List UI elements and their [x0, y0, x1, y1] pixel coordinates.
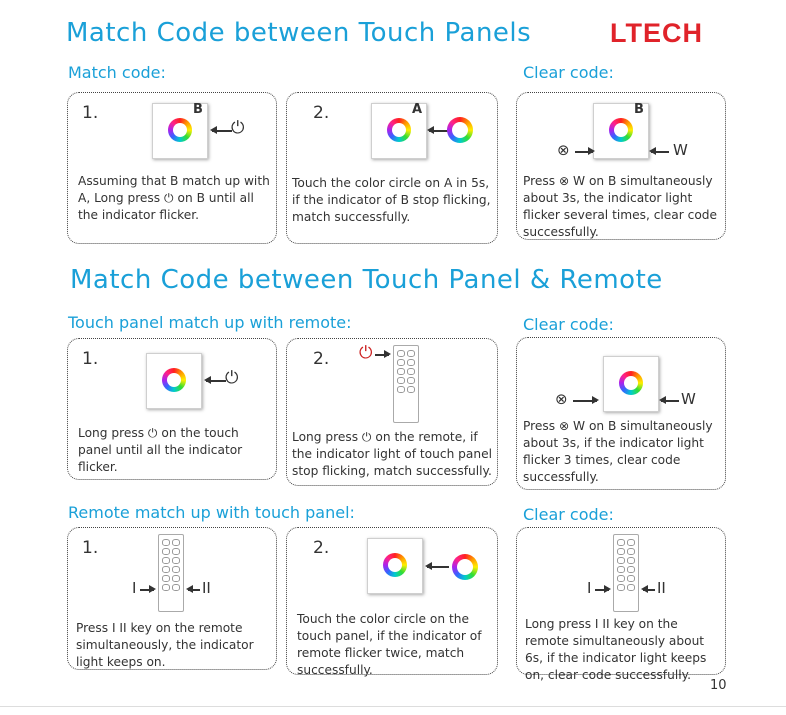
page-title-touch-panels: Match Code between Touch Panels [66, 18, 532, 48]
color-wheel-icon [447, 117, 473, 143]
arrow-left-icon [206, 380, 226, 382]
step-number: 1. [82, 538, 99, 558]
remote-step-2-box [286, 338, 498, 486]
step-number: 2. [313, 103, 330, 123]
arrow-right-icon [575, 151, 593, 153]
panel-step-2-box [286, 527, 498, 675]
arrow-right-icon [140, 589, 154, 591]
step-description: Press I II key on the remote simultaneously, the indicator light keeps on. [76, 621, 254, 669]
key-one-label: I [132, 579, 137, 597]
clear-description: Long press I II key on the remote simultaneously about 6s, if the indicator light keeps on, clear code successfully. [525, 617, 707, 682]
key-two-label: II [657, 579, 666, 597]
arrow-right-icon [375, 354, 389, 356]
arrow-left-icon [188, 589, 200, 591]
step-description: Touch the color circle on the touch panel, if the indicator of remote flicker twice, match successfully. [297, 612, 482, 677]
key-one-label: I [587, 579, 592, 597]
color-wheel-icon [619, 371, 643, 395]
clear-code-box-3 [516, 527, 726, 682]
arrow-left-icon [212, 130, 232, 132]
step-description: Touch the color circle on A in 5s, if the indicator of B stop flicking, match successfully. [292, 176, 491, 224]
arrow-left-icon [661, 400, 679, 402]
touch-panel-b-image [152, 103, 208, 159]
clear-code-heading-2: Clear code: [523, 315, 614, 334]
match-step-1-box [67, 92, 277, 244]
arrow-right-icon [573, 400, 597, 402]
step-number: 2. [313, 349, 330, 369]
step-number: 1. [82, 103, 99, 123]
key-two-label: II [202, 579, 211, 597]
color-wheel-icon [452, 554, 478, 580]
remote-image [613, 534, 639, 612]
touch-panel-image [367, 538, 423, 594]
remote-image [393, 345, 419, 423]
color-wheel-icon [383, 553, 407, 577]
remote-image [158, 534, 184, 612]
color-wheel-icon [162, 368, 186, 392]
step-number: 2. [313, 538, 330, 558]
step-description: Long press ⏻ on the remote, if the indicator light of touch panel stop flicking, match successfully. [292, 430, 492, 478]
fan-icon: ⊗ [555, 390, 568, 408]
arrow-left-icon [651, 151, 669, 153]
color-wheel-icon [609, 118, 633, 142]
match-code-heading: Match code: [68, 63, 166, 82]
arrow-left-icon [427, 566, 449, 568]
color-wheel-icon [168, 118, 192, 142]
step-description: Assuming that B match up with A, Long press ⏻ on B until all the indicator flicker. [78, 174, 270, 222]
touch-panel-image [146, 353, 202, 409]
footer-divider [0, 706, 786, 707]
ltech-logo: LTECH [610, 18, 703, 48]
panel-step-1-box [67, 527, 277, 670]
arrow-left-icon [643, 589, 655, 591]
touch-panel-match-remote-heading: Touch panel match up with remote: [68, 313, 352, 332]
page-number: 10 [710, 678, 727, 693]
touch-panel-a-image [371, 103, 427, 159]
color-wheel-icon [387, 118, 411, 142]
remote-step-1-box [67, 338, 277, 480]
panel-label: A [412, 102, 423, 117]
arrow-left-icon [429, 130, 449, 132]
panel-label: B [193, 102, 203, 117]
remote-match-panel-heading: Remote match up with touch panel: [68, 503, 355, 522]
page-title-panel-remote: Match Code between Touch Panel & Remote [70, 265, 663, 295]
clear-code-heading-3: Clear code: [523, 505, 614, 524]
step-description: Long press ⏻ on the touch panel until all the indicator flicker. [78, 426, 243, 474]
w-key-label: W [681, 390, 696, 408]
w-key-label: W [673, 141, 688, 159]
panel-label: B [634, 102, 644, 117]
power-icon: ⏻ [231, 118, 245, 138]
match-step-2-box [286, 92, 498, 244]
touch-panel-b-image [593, 103, 649, 159]
touch-panel-image [603, 356, 659, 412]
power-icon: ⏻ [359, 343, 373, 363]
fan-icon: ⊗ [557, 141, 570, 159]
clear-code-box-1 [516, 92, 726, 240]
arrow-right-icon [595, 589, 609, 591]
clear-code-box-2 [516, 337, 726, 490]
clear-description: Press ⊗ W on B simultaneously about 3s, if the indicator light flicker 3 times, clear code successfully. [523, 419, 713, 484]
power-icon: ⏻ [225, 368, 239, 388]
step-number: 1. [82, 349, 99, 369]
clear-description: Press ⊗ W on B simultaneously about 3s, the indicator light flicker several times, clear code successfully. [523, 174, 718, 239]
clear-code-heading-1: Clear code: [523, 63, 614, 82]
